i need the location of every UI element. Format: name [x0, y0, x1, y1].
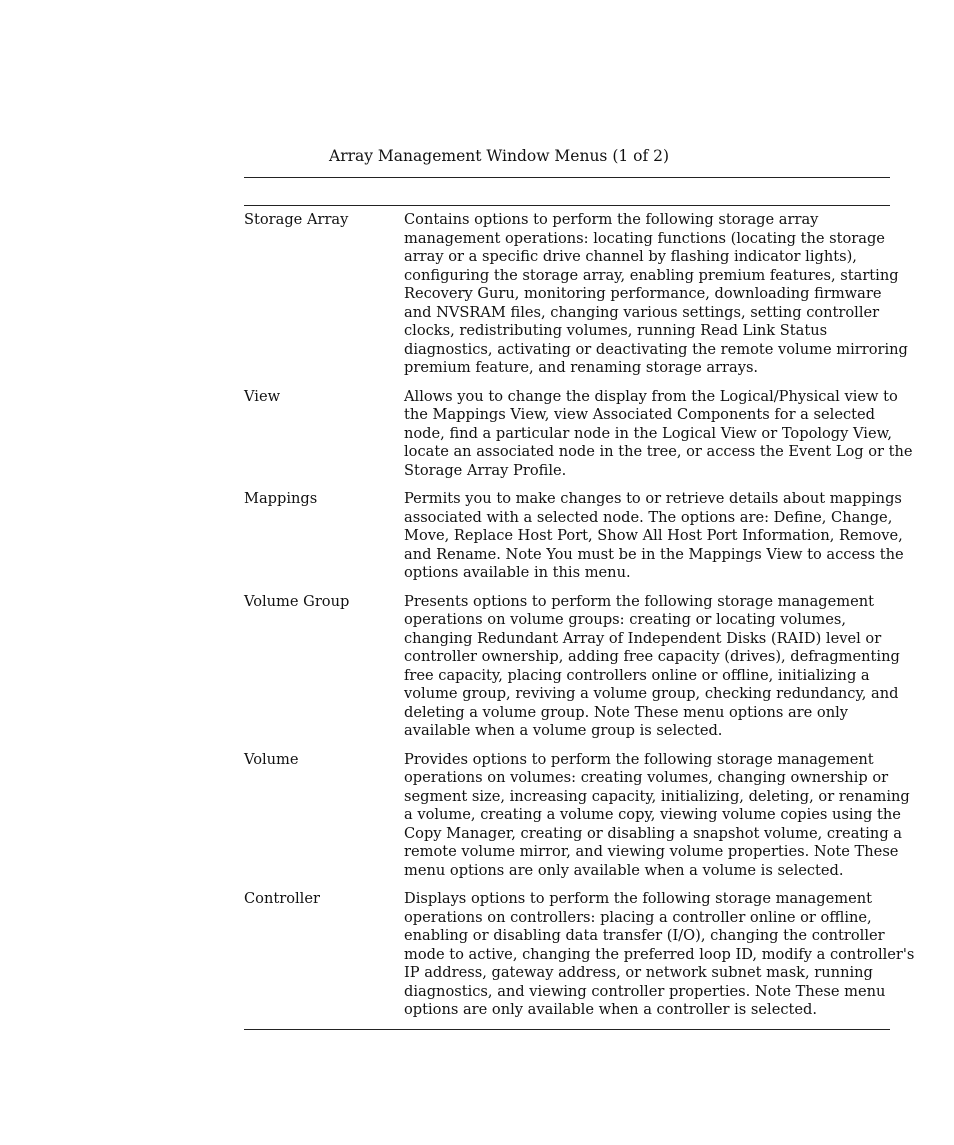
description-line: a volume, creating a volume copy, viewing volume copies using the	[404, 806, 901, 823]
menu-name: Volume Group	[244, 592, 350, 610]
table-top-rule	[244, 177, 890, 178]
description-line: operations on volume groups: creating or locating volumes,	[404, 611, 846, 628]
description-line: options are only available when a controller is selected.	[404, 1001, 817, 1018]
table-row	[244, 592, 900, 741]
description-line: Copy Manager, creating or disabling a snapshot volume, creating a	[404, 824, 903, 842]
description-line: and NVSRAM files, changing various settings, setting controller	[404, 303, 880, 321]
description-line: free capacity, placing controllers online or offline, initializing a	[404, 666, 870, 684]
description-line: clocks, redistributing volumes, running Read Link Status	[404, 322, 828, 339]
description-line: options available in this menu.	[404, 564, 631, 581]
menu-description	[404, 388, 923, 481]
table-header-rule	[244, 205, 890, 206]
description-line: locate an associated node in the tree, or access the Event Log or the	[404, 443, 913, 460]
table-caption: Array Management Window Menus (1 of 2)	[329, 147, 670, 165]
description-line: volume group, reviving a volume group, checking redundancy, and	[404, 685, 899, 702]
description-line: enabling or disabling data transfer (I/O), changing the controller	[404, 927, 885, 944]
description-line: Move, Replace Host Port, Show All Host Port Information, Remove,	[404, 527, 903, 544]
description-line: diagnostics, and viewing controller properties. Note These menu	[404, 982, 886, 1000]
table-row	[244, 750, 910, 881]
description-line: Allows you to change the display from the Logical/Physical view to	[404, 387, 898, 405]
description-line: Recovery Guru, monitoring performance, downloading firmware	[404, 285, 882, 302]
description-line: operations on volumes: creating volumes, changing ownership or	[404, 769, 889, 786]
description-line: segment size, increasing capacity, initializing, deleting, or renaming	[404, 787, 910, 805]
table-row	[244, 890, 915, 1020]
table-row	[244, 490, 904, 583]
description-line: Provides options to perform the following storage management	[404, 750, 874, 768]
description-line: Storage Array Profile.	[404, 461, 567, 479]
description-line: diagnostics, activating or deactivating the remote volume mirroring	[404, 340, 908, 358]
table-row	[244, 387, 913, 481]
menu-description	[404, 593, 910, 741]
description-line: Presents options to perform the following storage management	[404, 592, 874, 610]
menu-name: Volume	[244, 750, 299, 768]
description-line: premium feature, and renaming storage arrays.	[404, 359, 759, 376]
description-line: deleting a volume group. Note These menu options are only	[404, 703, 849, 721]
description-line: operations on controllers: placing a controller online or offline,	[404, 908, 872, 926]
description-line: configuring the storage array, enabling premium features, starting	[404, 266, 899, 284]
menu-description	[404, 211, 918, 378]
description-line: array or a specific drive channel by flashing indicator lights),	[404, 248, 857, 265]
description-line: IP address, gateway address, or network subnet mask, running	[404, 964, 873, 981]
description-line: mode to active, changing the preferred loop ID, modify a controller's	[404, 945, 915, 963]
description-line: changing Redundant Array of Independent Disks (RAID) level or	[404, 629, 882, 647]
menu-name: View	[244, 387, 281, 405]
menu-name: Storage Array	[244, 211, 349, 228]
description-line: menu options are only available when a volume is selected.	[404, 861, 844, 879]
description-line: node, find a particular node in the Logical View or Topology View,	[404, 424, 893, 442]
description-line: Contains options to perform the following storage array	[404, 211, 819, 228]
description-line: Permits you to make changes to or retrieve details about mappings	[404, 490, 902, 507]
table-row	[244, 211, 908, 378]
description-line: the Mappings View, view Associated Components for a selected	[404, 406, 875, 423]
menu-name: Controller	[244, 890, 320, 907]
menu-description	[404, 751, 920, 881]
table-bottom-rule	[244, 1029, 890, 1030]
menu-description-table	[244, 211, 915, 1020]
description-line: Displays options to perform the following storage management	[404, 890, 872, 907]
description-line: management operations: locating functions (locating the storage	[404, 229, 885, 247]
description-line: associated with a selected node. The options are: Define, Change,	[404, 508, 893, 526]
menu-name: Mappings	[244, 490, 318, 507]
menu-description	[404, 890, 924, 1020]
description-line: controller ownership, adding free capacity (drives), defragmenting	[404, 648, 900, 665]
menu-description	[404, 490, 914, 583]
description-line: available when a volume group is selected.	[404, 722, 723, 739]
description-line: remote volume mirror, and viewing volume properties. Note These	[404, 843, 899, 860]
description-line: and Rename. Note You must be in the Mappings View to access the	[404, 545, 904, 563]
